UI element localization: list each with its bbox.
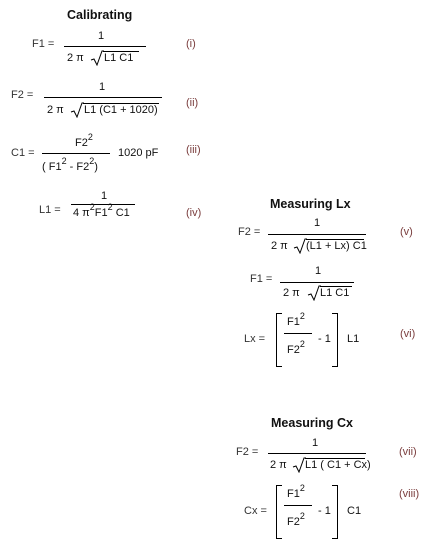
- eq-iii-den-mid: - F2: [66, 161, 90, 173]
- eq-iii-rhs: 1020 pF: [118, 147, 159, 159]
- heading-measuring-cx: Measuring Cx: [271, 416, 353, 430]
- eq-vi-num-base: F1: [287, 316, 300, 328]
- eq-v2-radical-icon: [307, 285, 321, 301]
- eq-iii-denominator: [42, 156, 98, 173]
- eq-iv-denominator: [73, 202, 130, 219]
- eq-i-denominator-coeff: 2 π: [67, 52, 84, 64]
- eq-vi-left-bracket: [276, 313, 282, 367]
- eq-i-radical-icon: [90, 50, 104, 66]
- eq-v-radical-icon: [293, 238, 307, 254]
- eq-ii-fraction-bar: [44, 97, 162, 98]
- eq-v-lhs: F2 =: [238, 226, 261, 238]
- eq-ii-numerator: 1: [99, 81, 106, 93]
- eq-iv-den-exp1: 2: [89, 202, 95, 212]
- eq-iv-den-exp2: 2: [107, 202, 113, 212]
- eq-vii-lhs: F2 =: [236, 446, 259, 458]
- eq-vii-denominator-coeff: 2 π: [270, 459, 287, 471]
- eq-iii-den-close: ): [94, 161, 98, 173]
- eq-iii-lhs: C1 =: [11, 147, 35, 159]
- eq-viii-numerator: [287, 483, 305, 500]
- eq-viii-tag: (viii): [399, 488, 420, 500]
- eq-vi-right-bracket: [332, 313, 338, 367]
- eq-vi-denominator: [287, 339, 305, 356]
- eq-vi-minus-one: - 1: [318, 333, 331, 345]
- eq-ii-lhs: F2 =: [11, 89, 34, 101]
- eq-v2-denominator-coeff: 2 π: [283, 287, 300, 299]
- eq-viii-den-base: F2: [287, 516, 300, 528]
- eq-ii-radical-icon: [70, 102, 84, 118]
- eq-viii-denominator: [287, 511, 305, 528]
- eq-v-fraction-bar: [268, 234, 366, 235]
- eq-ii-denominator-coeff: 2 π: [47, 104, 64, 116]
- eq-iv-fraction-bar: [71, 204, 135, 205]
- eq-iv-lhs: L1 =: [39, 204, 61, 216]
- eq-ii-radicand: L1 (C1 + 1020): [84, 104, 158, 116]
- eq-iii-fraction-bar: [42, 153, 110, 154]
- heading-measuring-lx: Measuring Lx: [270, 197, 351, 211]
- eq-i-numerator: 1: [98, 30, 105, 42]
- eq-vi-lhs: Lx =: [244, 333, 266, 345]
- eq-viii-fraction-bar: [284, 505, 312, 506]
- eq-v-denominator-coeff: 2 π: [271, 240, 288, 252]
- eq-v2-fraction-bar: [280, 282, 354, 283]
- eq-iii-num-base: F2: [75, 137, 88, 149]
- eq-v2-lhs: F1 =: [250, 273, 273, 285]
- heading-calibrating: Calibrating: [67, 8, 133, 22]
- eq-viii-num-base: F1: [287, 488, 300, 500]
- eq-vii-tag: (vii): [399, 446, 417, 458]
- eq-viii-lhs: Cx =: [244, 505, 267, 517]
- eq-vi-tag: (vi): [400, 328, 416, 340]
- eq-iii-den-exp2: 2: [89, 156, 95, 166]
- eq-v2-radicand: L1 C1: [320, 287, 350, 299]
- eq-i-fraction-bar: [64, 46, 146, 47]
- eq-ii-tag: (ii): [186, 97, 199, 109]
- eq-iii-tag: (iii): [186, 144, 201, 156]
- eq-viii-right-bracket: [332, 485, 338, 539]
- eq-vi-rhs: L1: [347, 333, 360, 345]
- eq-viii-left-bracket: [276, 485, 282, 539]
- eq-iii-den-exp1: 2: [61, 156, 67, 166]
- eq-iv-tag: (iv): [186, 207, 202, 219]
- eq-vii-fraction-bar: [268, 453, 366, 454]
- eq-vi-den-exp: 2: [299, 339, 305, 349]
- eq-iv-numerator: 1: [101, 190, 108, 202]
- eq-iii-den-open: ( F1: [42, 161, 62, 173]
- eq-viii-num-exp: 2: [299, 483, 305, 493]
- eq-i-radicand: L1 C1: [104, 52, 134, 64]
- eq-viii-minus-one: - 1: [318, 505, 331, 517]
- eq-iii-num-exp: 2: [87, 132, 93, 142]
- eq-vi-fraction-bar: [284, 333, 312, 334]
- eq-v-tag: (v): [400, 226, 413, 238]
- eq-vii-numerator: 1: [312, 437, 319, 449]
- eq-v2-numerator: 1: [315, 265, 322, 277]
- eq-i-lhs: F1 =: [32, 38, 55, 50]
- eq-vii-radicand: L1 ( C1 + Cx): [305, 459, 371, 471]
- eq-iii-numerator: [75, 132, 93, 149]
- eq-vi-den-base: F2: [287, 344, 300, 356]
- eq-vi-numerator: [287, 311, 305, 328]
- eq-vii-radical-icon: [292, 457, 306, 473]
- eq-viii-rhs: C1: [347, 505, 362, 517]
- eq-iv-den-a: 4 π: [73, 207, 90, 219]
- eq-v-numerator: 1: [314, 217, 321, 229]
- eq-iv-den-c: C1: [112, 207, 130, 219]
- eq-viii-den-exp: 2: [299, 511, 305, 521]
- eq-i-tag: (i): [186, 38, 196, 50]
- eq-iv-den-b: F1: [94, 207, 108, 219]
- eq-v-radicand: (L1 + Lx) C1: [306, 240, 367, 252]
- eq-vi-num-exp: 2: [299, 311, 305, 321]
